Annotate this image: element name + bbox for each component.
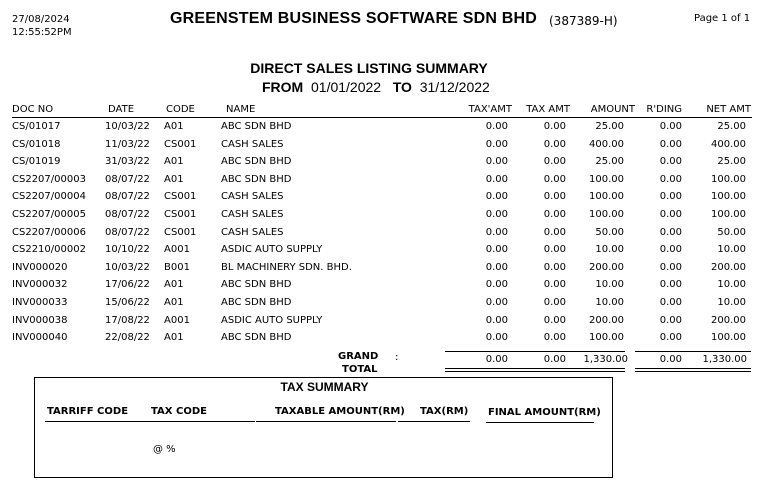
grand-total-colon: : [395,352,399,363]
col-header-tax-amt: TAX AMT [526,104,570,115]
cell-tax-amt: 0.00 [543,174,566,185]
cell-amount: 100.00 [589,332,624,343]
cell-doc-no: CS2207/00003 [12,174,86,185]
cell-doc-no: CS/01018 [12,139,61,150]
cell-net-amt: 100.00 [711,191,746,202]
grand-total-label [338,350,378,376]
cell-amount: 200.00 [589,262,624,273]
grand-tax-amt: 0.00 [543,354,566,365]
cell-amount: 10.00 [595,279,624,290]
total-rule-bottom-1b [445,371,625,372]
cell-amount: 100.00 [589,191,624,202]
cell-doc-no: INV000020 [12,262,68,273]
col-header-code: CODE [166,104,195,115]
cell-tax-amt: 0.00 [543,209,566,220]
cell-taxable-amt: 0.00 [485,139,508,150]
cell-tax-amt: 0.00 [543,262,566,273]
cell-rounding: 0.00 [659,262,682,273]
cell-tax-amt: 0.00 [543,139,566,150]
cell-code: CS001 [164,227,197,238]
cell-doc-no: INV000033 [12,297,68,308]
grand-label-line1: GRAND [338,351,379,362]
tax-summary-title: TAX SUMMARY [280,380,369,394]
tax-header-tax-code: TAX CODE [151,406,207,417]
cell-customer-name: ABC SDN BHD [221,279,292,290]
cell-doc-no: CS/01019 [12,156,61,167]
cell-date: 15/06/22 [105,297,150,308]
cell-doc-no: CS2207/00004 [12,191,86,202]
tax-rule-2 [256,421,396,422]
cell-net-amt: 10.00 [717,297,746,308]
cell-date: 17/08/22 [105,315,150,326]
tax-header-taxable-amount: TAXABLE AMOUNT(RM) [275,406,405,417]
cell-rounding: 0.00 [659,244,682,255]
cell-net-amt: 50.00 [717,227,746,238]
total-rule-bottom-2a [635,368,751,369]
cell-code: A001 [164,315,190,326]
cell-customer-name: ABC SDN BHD [221,156,292,167]
cell-doc-no: CS2210/00002 [12,244,86,255]
total-rule-bottom-2b [635,371,751,372]
cell-customer-name: BL MACHINERY SDN. BHD. [221,262,352,273]
tax-rate-value: @ % [153,444,176,455]
total-rule-top-1 [445,351,625,352]
grand-net-amt: 1,330.00 [702,354,747,365]
cell-amount: 50.00 [595,227,624,238]
col-header-amount: AMOUNT [590,104,635,115]
cell-doc-no: INV000032 [12,279,68,290]
report-title: DIRECT SALES LISTING SUMMARY [250,60,488,76]
col-header-net-amt: NET AMT [706,104,751,115]
cell-tax-amt: 0.00 [543,227,566,238]
grand-rounding: 0.00 [659,354,682,365]
cell-amount: 200.00 [589,315,624,326]
tax-rule-1 [45,421,255,422]
cell-rounding: 0.00 [659,174,682,185]
cell-code: A01 [164,156,184,167]
col-header-date: DATE [108,104,135,115]
cell-code: B001 [164,262,190,273]
cell-rounding: 0.00 [659,297,682,308]
cell-taxable-amt: 0.00 [485,297,508,308]
cell-amount: 400.00 [589,139,624,150]
cell-customer-name: CASH SALES [221,227,284,238]
cell-rounding: 0.00 [659,279,682,290]
cell-doc-no: INV000038 [12,315,68,326]
cell-doc-no: CS2207/00006 [12,227,86,238]
company-reg-no: (387389-H) [549,14,618,28]
cell-code: CS001 [164,191,197,202]
tax-rule-3 [398,421,470,422]
print-time: 12:55:52PM [12,27,72,38]
cell-date: 08/07/22 [105,209,150,220]
cell-amount: 100.00 [589,209,624,220]
cell-date: 17/06/22 [105,279,150,290]
cell-date: 10/03/22 [105,262,150,273]
cell-taxable-amt: 0.00 [485,332,508,343]
cell-date: 08/07/22 [105,227,150,238]
cell-taxable-amt: 0.00 [485,244,508,255]
cell-doc-no: CS2207/00005 [12,209,86,220]
company-name: GREENSTEM BUSINESS SOFTWARE SDN BHD [170,10,538,27]
cell-taxable-amt: 0.00 [485,279,508,290]
cell-amount: 10.00 [595,244,624,255]
cell-tax-amt: 0.00 [543,279,566,290]
tax-header-tax: TAX(RM) [420,406,469,417]
to-date: 31/12/2022 [419,79,490,95]
cell-customer-name: ASDIC AUTO SUPPLY [221,244,323,255]
cell-code: A01 [164,332,184,343]
cell-rounding: 0.00 [659,209,682,220]
date-range [262,79,490,95]
cell-tax-amt: 0.00 [543,297,566,308]
cell-tax-amt: 0.00 [543,191,566,202]
tax-header-tariff-code: TARRIFF CODE [47,406,129,417]
cell-taxable-amt: 0.00 [485,156,508,167]
cell-code: A01 [164,174,184,185]
cell-net-amt: 400.00 [711,139,746,150]
cell-customer-name: ABC SDN BHD [221,121,292,132]
to-label: TO [392,79,412,95]
cell-tax-amt: 0.00 [543,244,566,255]
cell-code: A01 [164,279,184,290]
tax-header-final-amount: FINAL AMOUNT(RM) [488,407,601,418]
total-rule-top-2 [635,351,751,352]
cell-date: 10/03/22 [105,121,150,132]
cell-customer-name: CASH SALES [221,191,284,202]
cell-rounding: 0.00 [659,156,682,167]
cell-taxable-amt: 0.00 [485,262,508,273]
cell-code: A01 [164,297,184,308]
col-header-name: NAME [226,104,256,115]
from-date: 01/01/2022 [311,79,382,95]
cell-tax-amt: 0.00 [543,156,566,167]
cell-tax-amt: 0.00 [543,121,566,132]
total-rule-bottom-1a [445,368,625,369]
cell-date: 10/10/22 [105,244,150,255]
cell-date: 31/03/22 [105,156,150,167]
cell-customer-name: CASH SALES [221,139,284,150]
cell-doc-no: INV000040 [12,332,68,343]
from-label: FROM [262,79,304,95]
cell-net-amt: 25.00 [717,121,746,132]
cell-rounding: 0.00 [659,227,682,238]
grand-amount: 1,330.00 [583,354,628,365]
cell-date: 08/07/22 [105,191,150,202]
grand-label-line2: TOTAL [342,364,378,375]
cell-net-amt: 10.00 [717,279,746,290]
cell-rounding: 0.00 [659,139,682,150]
tax-summary-box [34,377,613,478]
cell-net-amt: 100.00 [711,209,746,220]
cell-rounding: 0.00 [659,191,682,202]
cell-net-amt: 200.00 [711,262,746,273]
col-header-taxable-amt: TAX'AMT [468,104,512,115]
cell-customer-name: CASH SALES [221,209,284,220]
cell-taxable-amt: 0.00 [485,315,508,326]
cell-date: 08/07/22 [105,174,150,185]
cell-rounding: 0.00 [659,332,682,343]
cell-code: CS001 [164,209,197,220]
cell-net-amt: 10.00 [717,244,746,255]
cell-doc-no: CS/01017 [12,121,61,132]
tax-rule-4 [486,422,594,423]
cell-code: A01 [164,121,184,132]
header-rule [12,117,752,118]
cell-rounding: 0.00 [659,315,682,326]
cell-taxable-amt: 0.00 [485,209,508,220]
cell-net-amt: 100.00 [711,174,746,185]
cell-customer-name: ABC SDN BHD [221,174,292,185]
cell-amount: 25.00 [595,156,624,167]
cell-customer-name: ABC SDN BHD [221,332,292,343]
cell-net-amt: 25.00 [717,156,746,167]
cell-taxable-amt: 0.00 [485,174,508,185]
page-indicator: Page 1 of 1 [694,13,751,24]
cell-code: CS001 [164,139,197,150]
grand-taxable-amt: 0.00 [485,354,508,365]
cell-rounding: 0.00 [659,121,682,132]
cell-date: 11/03/22 [105,139,150,150]
cell-customer-name: ASDIC AUTO SUPPLY [221,315,323,326]
cell-amount: 25.00 [595,121,624,132]
cell-taxable-amt: 0.00 [485,227,508,238]
cell-amount: 10.00 [595,297,624,308]
cell-code: A001 [164,244,190,255]
cell-net-amt: 200.00 [711,315,746,326]
print-date: 27/08/2024 [12,14,70,25]
cell-tax-amt: 0.00 [543,332,566,343]
cell-customer-name: ABC SDN BHD [221,297,292,308]
cell-date: 22/08/22 [105,332,150,343]
cell-amount: 100.00 [589,174,624,185]
col-header-rounding: R'DING [646,104,682,115]
cell-net-amt: 100.00 [711,332,746,343]
cell-taxable-amt: 0.00 [485,191,508,202]
cell-tax-amt: 0.00 [543,315,566,326]
cell-taxable-amt: 0.00 [485,121,508,132]
col-header-doc-no: DOC NO [12,104,54,115]
